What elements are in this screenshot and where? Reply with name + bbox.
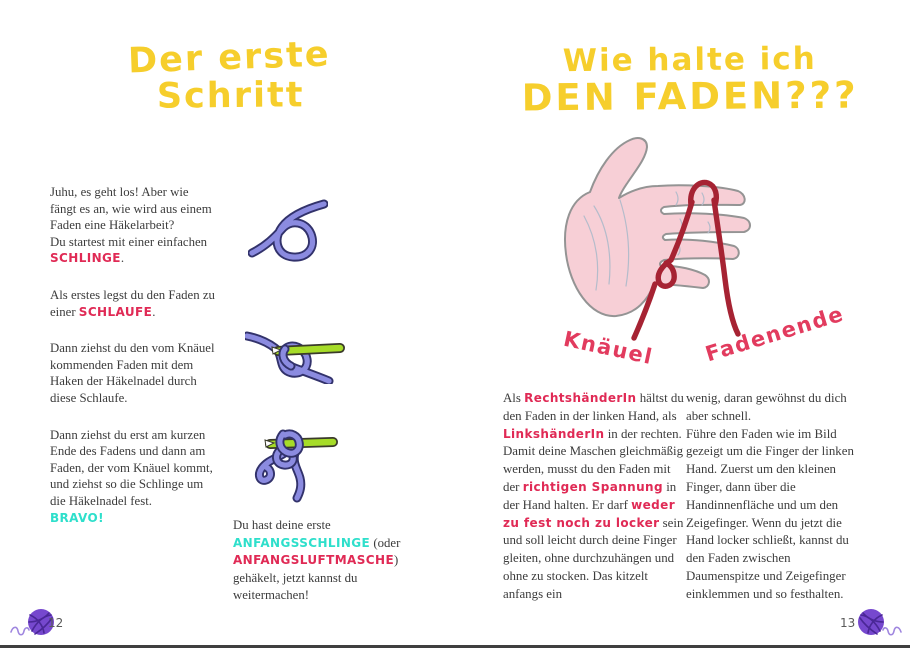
page-number-left: 12 bbox=[48, 616, 64, 630]
left-title-line2: Schritt bbox=[156, 75, 305, 117]
slipknot-on-hook-illustration bbox=[250, 428, 340, 503]
right-title-line2: DEN FADEN??? bbox=[521, 73, 859, 120]
yarn-ball-icon bbox=[856, 605, 902, 641]
hand-with-yarn-illustration bbox=[552, 134, 767, 349]
anfangsschlinge-caption: Du hast deine erste ANFANGSSCHLINGE (oder ANFANGSLUFTMASCHE) gehäkelt, jetzt kannst du weitermachen! bbox=[233, 518, 401, 603]
left-page-title bbox=[54, 34, 406, 122]
right-page-title bbox=[500, 42, 881, 119]
paragraph-schlaufe: Als erstes legst du den Faden zu einer SCHLAUFE. bbox=[50, 287, 215, 319]
right-text-column-1: Als RechtshänderIn hältst du den Faden in der linken Hand, als LinkshänderIn in der rechten. Damit deine Maschen gleichmäßig werden, musst du den Faden mit der richtigen Spannung in der Hand halten. Er darf weder zu fest noch zu locker sein und soll leicht durch deine Finger gleiten, ohne durchzuhängen und ohne zu stocken. Das kitzelt anfangs ein bbox=[503, 391, 684, 601]
right-text-column-2: wenig, daran gewöhnst du dich aber schnell. Führe den Faden wie im Bild gezeigt um die Finger der linken Hand. Zuerst um den kleinen Finger, dann über die Handinnenfläche und um den Zeigefinger. Wenn du jetzt die Hand locker schließt, kannst du den Faden zwischen Daumenspitze und Zeigefinger einklemmen und so festhalten. bbox=[686, 391, 854, 601]
left-title-line1: Der erste bbox=[127, 34, 332, 82]
loop-with-hook-illustration bbox=[245, 318, 355, 384]
paragraph-haken: Dann ziehst du den vom Knäuel kommenden Faden mit dem Haken der Häkelnadel durch diese Schlaufe. bbox=[50, 341, 215, 405]
left-text-column bbox=[50, 184, 218, 546]
yarn-loop-illustration bbox=[248, 196, 328, 266]
paragraph-festziehen: Dann ziehst du erst am kurzen Ende des Fadens und dann am Faden, der vom Knäuel kommt, und ziehst so die Schlinge um die Häkelnadel fest. BRAVO! bbox=[50, 427, 213, 525]
fadenende-label: Fadenende bbox=[702, 301, 847, 367]
paragraph-schlinge: Juhu, es geht los! Aber wie fängt es an, wie wird aus einem Faden eine Häkelarbeit? Du startest mit einer einfachen SCHLINGE. bbox=[50, 185, 212, 266]
right-title-line1: Wie halte ich bbox=[562, 40, 817, 80]
knaeuel-label: Knäuel bbox=[561, 326, 656, 370]
page-number-right: 13 bbox=[840, 616, 856, 630]
